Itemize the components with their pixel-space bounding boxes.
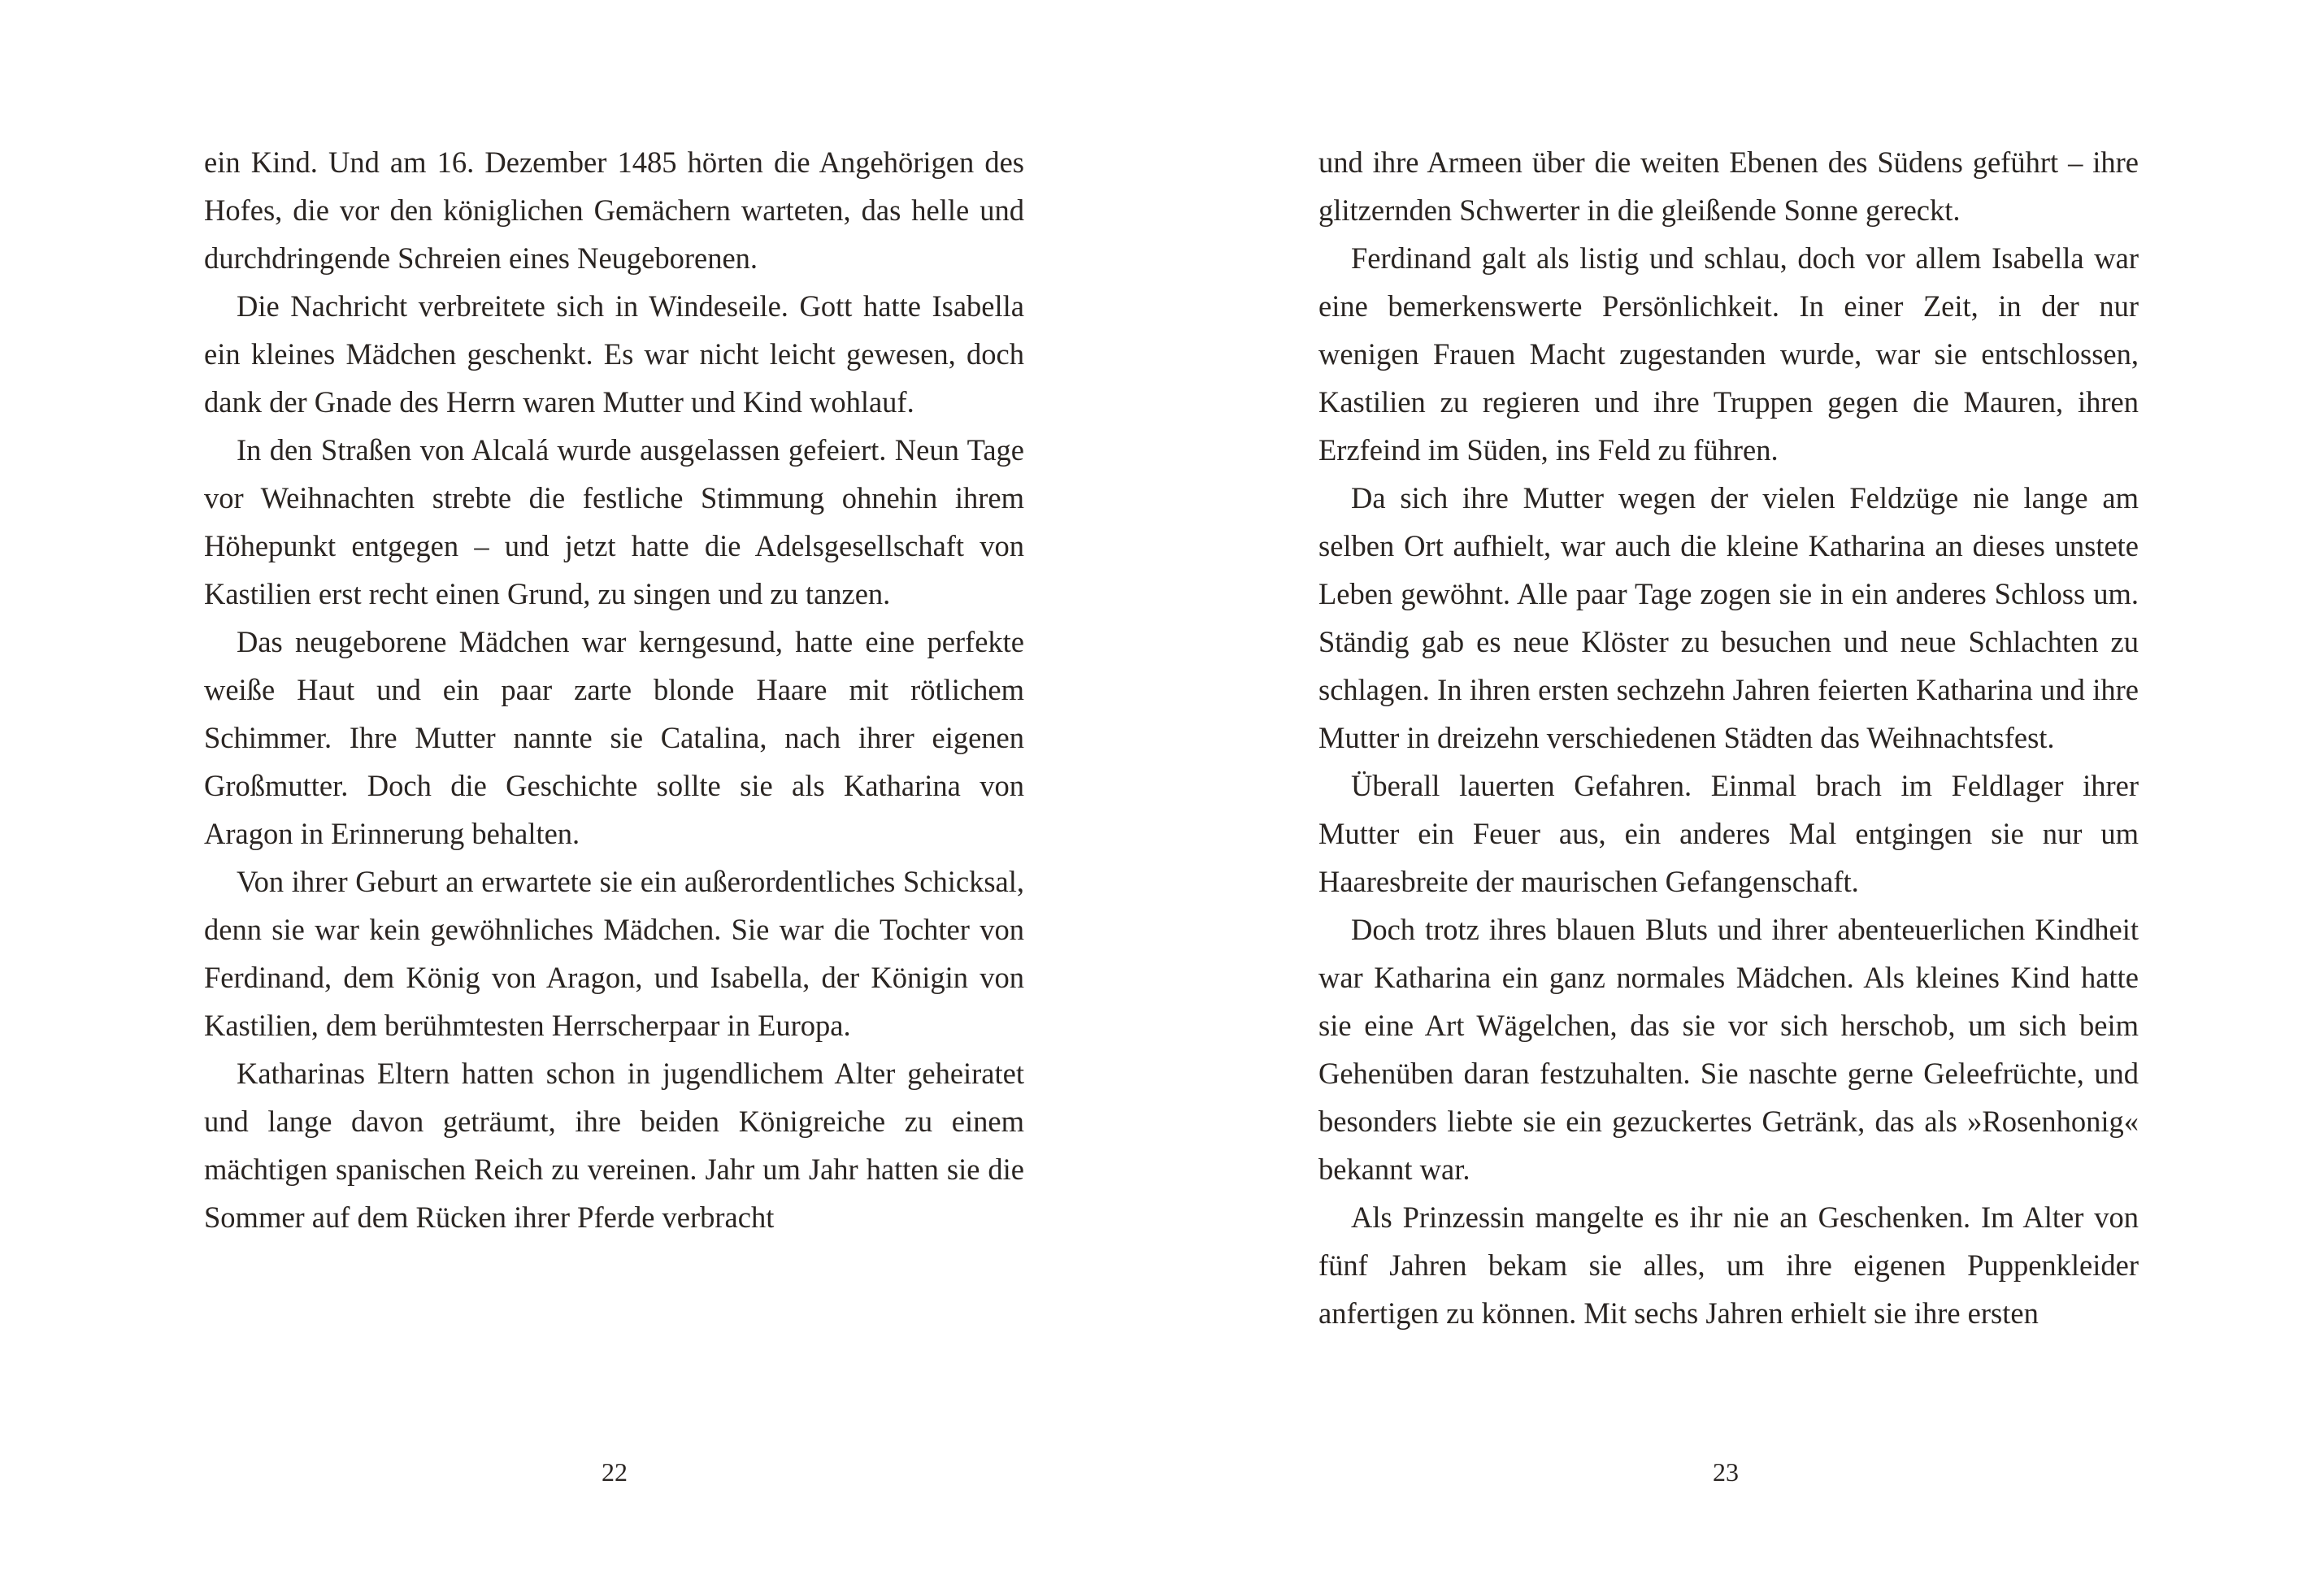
right-page-text <box>1318 138 2139 1337</box>
paragraph: Das neugeborene Mädchen war kerngesund, hatte eine perfekte weiße Haut und ein paar zarte blonde Haare mit rötlichem Schimmer. Ihre Mutter nannte sie Catalina, nach ihrer eigenen Großmutter. Doch die Geschichte sollte sie als Katharina von Aragon in Erinnerung behalten. <box>204 625 1024 850</box>
paragraph: ein Kind. Und am 16. Dezember 1485 hörten die Angehörigen des Hofes, die vor den königlichen Gemächern warteten, das helle und durchdringende Schreien eines Neugeborenen. <box>204 145 1024 275</box>
paragraph: Überall lauerten Gefahren. Einmal brach im Feldlager ihrer Mutter ein Feuer aus, ein anderes Mal entgingen sie nur um Haaresbreite der maurischen Gefangenschaft. <box>1318 769 2139 898</box>
paragraph: Ferdinand galt als listig und schlau, doch vor allem Isabella war eine bemerkenswerte Persönlichkeit. In einer Zeit, in der nur wenigen Frauen Macht zugestanden wurde, war sie entschlossen, Kastilien zu regieren und ihre Truppen gegen die Mauren, ihren Erzfeind im Süden, ins Feld zu führen. <box>1318 241 2139 467</box>
right-page <box>1162 0 2323 1576</box>
page-number: 23 <box>1713 1457 1739 1487</box>
paragraph: Da sich ihre Mutter wegen der vielen Feldzüge nie lange am selben Ort aufhielt, war auch die kleine Katharina an dieses unstete Leben gewöhnt. Alle paar Tage zogen sie in ein anderes Schloss um. Ständig gab es neue Klöster zu besuchen und neue Schlachten zu schlagen. In ihren ersten sechzehn Jahren feierten Katharina und ihre Mutter in dreizehn verschiedenen Städten das Weihnachtsfest. <box>1318 481 2139 754</box>
paragraph: Als Prinzessin mangelte es ihr nie an Geschenken. Im Alter von fünf Jahren bekam sie alles, um ihre eigenen Puppenkleider anfertigen zu können. Mit sechs Jahren erhielt sie ihre ersten <box>1318 1200 2139 1330</box>
paragraph: Katharinas Eltern hatten schon in jugendlichem Alter geheiratet und lange davon geträumt, ihre beiden Königreiche zu einem mächtigen spanischen Reich zu vereinen. Jahr um Jahr hatten sie die Sommer auf dem Rücken ihrer Pferde verbracht <box>204 1057 1024 1234</box>
paragraph: Die Nachricht verbreitete sich in Windeseile. Gott hatte Isabella ein kleines Mädchen geschenkt. Es war nicht leicht gewesen, doch dank der Gnade des Herrn waren Mutter und Kind wohlauf. <box>204 289 1024 419</box>
paragraph: und ihre Armeen über die weiten Ebenen des Südens geführt – ihre glitzernden Schwerter in die gleißende Sonne gereckt. <box>1318 145 2139 227</box>
paragraph: Doch trotz ihres blauen Bluts und ihrer abenteuerlichen Kindheit war Katharina ein ganz normales Mädchen. Als kleines Kind hatte sie eine Art Wägelchen, das sie vor sich herschob, um sich beim Gehenüben daran festzuhalten. Sie naschte gerne Geleefrüchte, und besonders liebte sie ein gezuckertes Getränk, das als »Rosenhonig« bekannt war. <box>1318 913 2139 1186</box>
left-page-text <box>204 138 1024 1241</box>
paragraph: Von ihrer Geburt an erwartete sie ein außerordentliches Schicksal, denn sie war kein gewöhnliches Mädchen. Sie war die Tochter von Ferdinand, dem König von Aragon, und Isabella, der Königin von Kastilien, dem berühmtesten Herrscherpaar in Europa. <box>204 865 1024 1042</box>
paragraph: In den Straßen von Alcalá wurde ausgelassen gefeiert. Neun Tage vor Weihnachten strebte die festliche Stimmung ohnehin ihrem Höhepunkt entgegen – und jetzt hatte die Adelsgesellschaft von Kastilien erst recht einen Grund, zu singen und zu tanzen. <box>204 433 1024 610</box>
page-number: 22 <box>602 1457 628 1487</box>
